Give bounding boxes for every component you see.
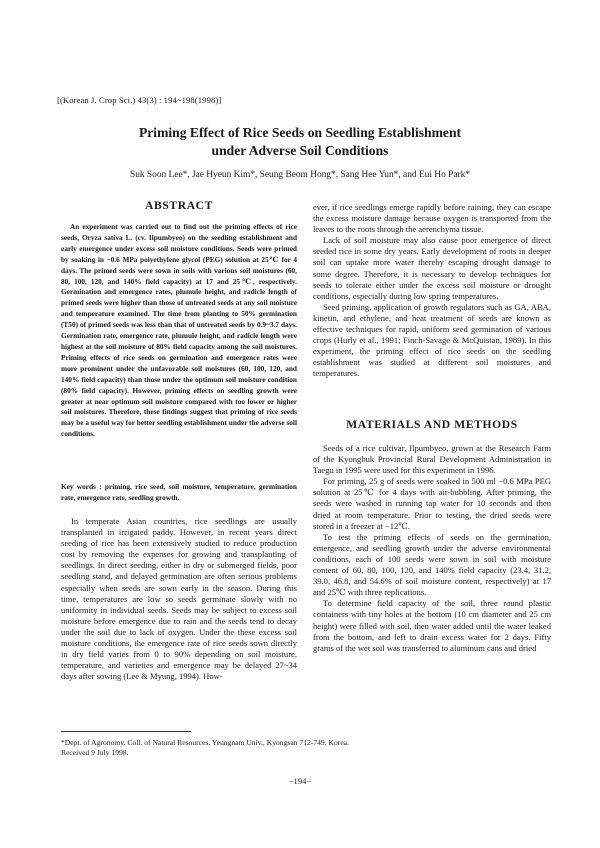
abstract-heading: ABSTRACT — [145, 199, 213, 212]
methods-paragraph-1: Seeds of a rice cultivar, Ilpumbyeo, grown at the Research Farm of the Kyongbuk Provincial Rural Development Administration in Taegu in 1995 were used for this experiment in 1996. — [313, 443, 551, 476]
methods-heading: MATERIALS AND METHODS — [346, 418, 518, 431]
footnote-divider — [61, 731, 191, 732]
footnote — [61, 738, 551, 758]
paper-title — [60, 124, 540, 160]
keywords: Key words : priming, rice seed, soil moisture, temperature, germination rate, emergence rate, seedling growth. — [61, 482, 297, 502]
methods-text — [313, 443, 551, 726]
methods-paragraph-4: To determine field capacity of the soil, three round plastic containers with tiny holes at the bottom (10 cm diameter and 25 cm height) were filled with soil, then water added until the water leaked from the bottom, and left to drain excess water for 2 days. Fifty grams of the wet soil was transferred to aluminum cans and dried — [313, 598, 551, 653]
introduction-text — [61, 516, 297, 726]
intro-paragraph-2: Lack of soil moisture may also cause poor emergence of direct seeded rice in some dry years. Early development of roots in deeper soil can uptake more water thereby escaping drought damage to some degree. Therefore, it is necessary to develop techniques for seeds to tolerate either under the excess soil moisture or drought conditions, especially during low spring temperatures. — [313, 235, 551, 301]
page-number: −194− — [288, 776, 312, 786]
journal-reference: [(Korean J. Crop Sci.) 43(3) : 194~198(1998)] — [57, 95, 222, 105]
title-line-1: Priming Effect of Rice Seeds on Seedling Establishment — [138, 125, 462, 140]
intro-paragraph-3: Seed priming, application of growth regulators such as GA, ABA, kinetin, and ethylene, and heat treatment of seeds are known as effective techniques for rapid, uniform seed germination of various crops (Hurly et al., 1991; Finch-Savage & McQuistan, 1989). In this experiment, the priming effect of rice seeds on the seedling establishment was studied at different soil moistures and temperatures. — [313, 301, 551, 379]
introduction-continued — [313, 202, 551, 420]
abstract-text: An experiment was carried out to find out the priming effects of rice seeds, Oryza sativa L. (cv. Ilpumbyeo) on the seedling establishment and early emergence under excess soil moisture conditions. Seeds were primed by soaking in −0.6 MPa polyethylene glycol (PEG) solution at 25℃ for 4 days. The primed seeds were sown in soils with various soil moistures (60, 80, 100, 120, and 140% field capacity) at 17 and 25℃, respectively. Germination and emergence rates, plumule height, and radicle length of primed seeds were higher than those of untreated seeds at any soil moisture and temperature examined. The time from planting to 50% germination (T50) of primed seeds was less than that of untreated seeds by 0.9~3.7 days. Germination rate, emergence rate, plumule height, and radicle length were highest at the soil moisture of 80% field capacity among the soil moistures. Priming effects of rice seeds on germination and emergence rates were more prominent under the unfavorable soil moistures (60, 100, 120, and 140% field capacity) than those under the optimum soil moisture condition (80% field capacity). However, priming effects on seedling growth were greater at near optimum soil moisture compared with too lower or higher soil moistures. Therefore, these findings suggest that priming of rice seeds may be a useful way for better seedling establishment under the adverse soil conditions. — [61, 222, 297, 439]
title-line-2: under Adverse Soil Conditions — [211, 143, 389, 158]
footnote-affiliation: *Dept. of Agronomy, Coll. of Natural Resources, Yeungnam Univ., Kyongsan 712-749, Korea. — [61, 738, 349, 747]
footnote-received-date: Received 9 July 1998. — [61, 748, 129, 757]
intro-continuation: ever, if rice seedlings emerge rapidly before raining, they can escape the excess moisture damage because oxygen is transported from the leaves to the roots through the aerenchyma tissue. — [313, 202, 551, 235]
methods-paragraph-2: For priming, 25 g of seeds were soaked in 500 ml −0.6 MPa PEG solution at 25℃ for 4 days with air-bubbling. After priming, the seeds were washed in running tap water for 10 seconds and then dried at room temperature. Prior to testing, the dried seeds were stored in a freezer at −12℃. — [313, 476, 551, 531]
methods-paragraph-3: To test the priming effects of seeds on the germination, emergence, and seedling growth under the adverse environmental conditions, each of 100 seeds were sown in soil with moisture content of 60, 80, 100, 120, and 140% field capacity (23.4, 31.2, 39.0, 46.8, and 54.6% of soil moisture content, respectively) at 17 and 25℃ with three replications. — [313, 531, 551, 598]
intro-paragraph-1: In temperate Asian countries, rice seedlings are usually transplanted in irrigated paddy. However, in recent years direct seeding of rice has been extensively studied to reduce production cost by removing the expenses for growing and transplanting of seedlings. In direct seeding, either in dry or submerged fields, poor seedling stand, and delayed germination are often serious problems especially when seeds are sown early in the season. During this time, temperatures are low so seeds germinate slowly with no uniformity in individual seeds. Seeds may be subject to excess soil moisture before emergence due to rain and the seeds tend to decay under the soil due to lack of oxygen. Under the these excess soil moisture conditions, the emergence rate of rice seeds sown directly in dry field varies from 0 to 90% depending on soil moisture, temperature, and varieties and emergence may be delayed 27~34 days after sowing (Lee & Myung, 1994). How- — [61, 516, 297, 682]
author-list: Suk Soon Lee*, Jae Hyeun Kim*, Seung Beom Hong*, Sang Hee Yun*, and Eui Ho Park* — [130, 170, 470, 180]
